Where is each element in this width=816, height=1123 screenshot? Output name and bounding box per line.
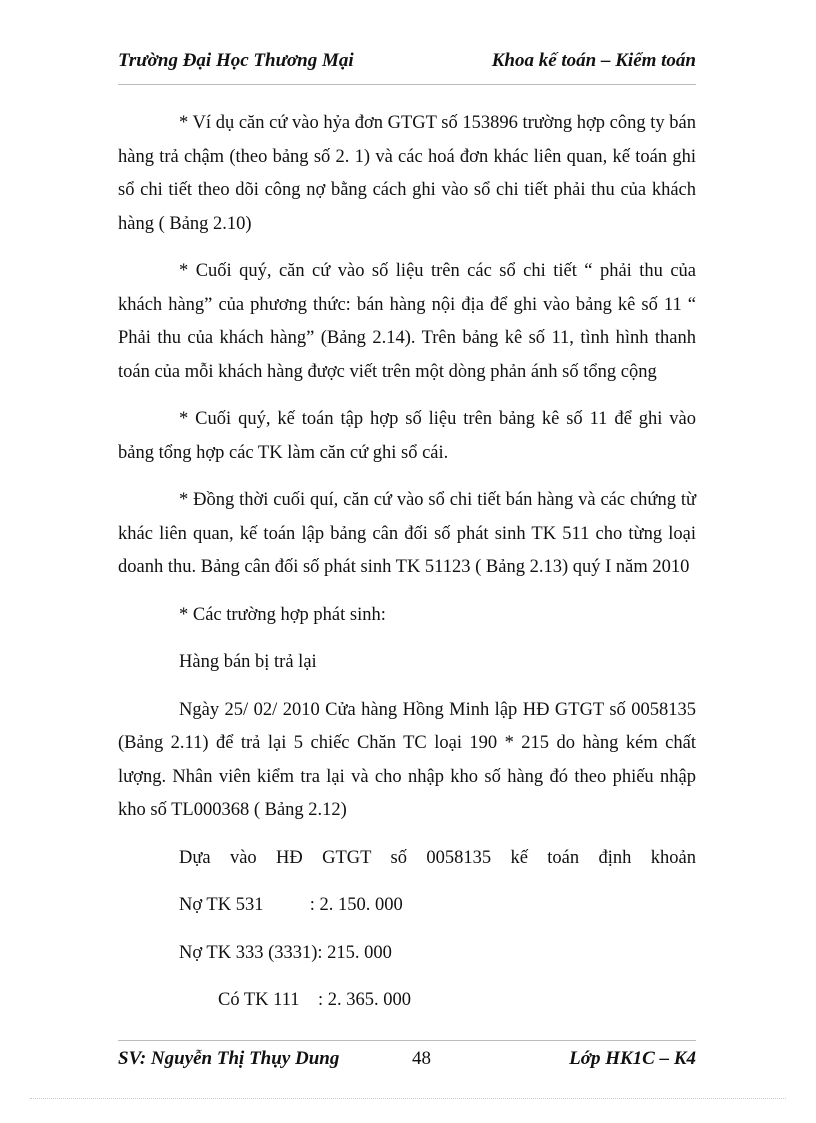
page-footer <box>118 1048 696 1076</box>
footer-rule <box>118 1040 696 1041</box>
paragraph-invoice-example: * Ví dụ căn cứ vào hỷa đơn GTGT số 153896 trường hợp công ty bán hàng trả chậm (theo bảng số 2. 1) và các hoá đơn khác liên quan, kế toán ghi sổ chi tiết theo dõi công nợ bằng cách ghi vào sổ chi tiết phải thu của khách hàng ( Bảng 2.10) <box>118 113 696 234</box>
entry-debit-531: Nợ TK 531 : 2. 150. 000 <box>179 895 403 915</box>
page-number: 48 <box>412 1048 431 1069</box>
paragraph-quarter-end-receivables: * Cuối quý, căn cứ vào số liệu trên các sổ chi tiết “ phải thu của khách hàng” của phương thức: bán hàng nội địa để ghi vào bảng kê số 11 “ Phải thu của khách hàng” (Bảng 2.14). Trên bảng kê số 11, tình hình thanh toán của mỗi khách hàng được viết trên một dòng phản ánh số tổng cộng <box>118 261 696 382</box>
page-header <box>118 50 696 78</box>
paragraph-cases-heading: * Các trường hợp phát sinh: <box>179 604 386 625</box>
page-body <box>118 107 696 1032</box>
paragraph-return-event: Ngày 25/ 02/ 2010 Cửa hàng Hồng Minh lập HĐ GTGT số 0058135 (Bảng 2.11) để trả lại 5 chiếc Chăn TC loại 190 * 215 do hàng kém chất lượng. Nhân viên kiểm tra lại và cho nhập kho số hàng đó theo phiếu nhập kho số TL000368 ( Bảng 2.12) <box>118 699 696 820</box>
paragraph-quarter-end-summary: * Cuối quý, kế toán tập hợp số liệu trên bảng kê số 11 để ghi vào bảng tổng hợp các TK làm căn cứ ghi sổ cái. <box>118 409 696 463</box>
paragraph-balance-sheet: * Đồng thời cuối quí, căn cứ vào sổ chi tiết bán hàng và các chứng từ khác liên quan, kế toán lập bảng cân đối số phát sinh TK 511 cho từng loại doanh thu. Bảng cân đối số phát sinh TK 51123 ( Bảng 2.13) quý I năm 2010 <box>118 490 696 577</box>
page-edge-divider <box>30 1098 786 1099</box>
header-faculty: Khoa kế toán – Kiểm toán <box>491 50 696 71</box>
paragraph-accounting-entry-intro: Dựa vào HĐ GTGT số 0058135 kế toán định khoản <box>179 847 696 868</box>
entry-debit-333: Nợ TK 333 (3331): 215. 000 <box>179 942 392 963</box>
footer-class: Lớp HK1C – K4 <box>569 1048 696 1069</box>
footer-student-name: SV: Nguyễn Thị Thụy Dung <box>118 1048 340 1069</box>
entry-credit-111: Có TK 111 : 2. 365. 000 <box>218 990 412 1010</box>
header-university: Trường Đại Học Thương Mại <box>118 50 354 71</box>
header-rule <box>118 84 696 85</box>
paragraph-returned-goods: Hàng bán bị trả lại <box>179 652 317 672</box>
